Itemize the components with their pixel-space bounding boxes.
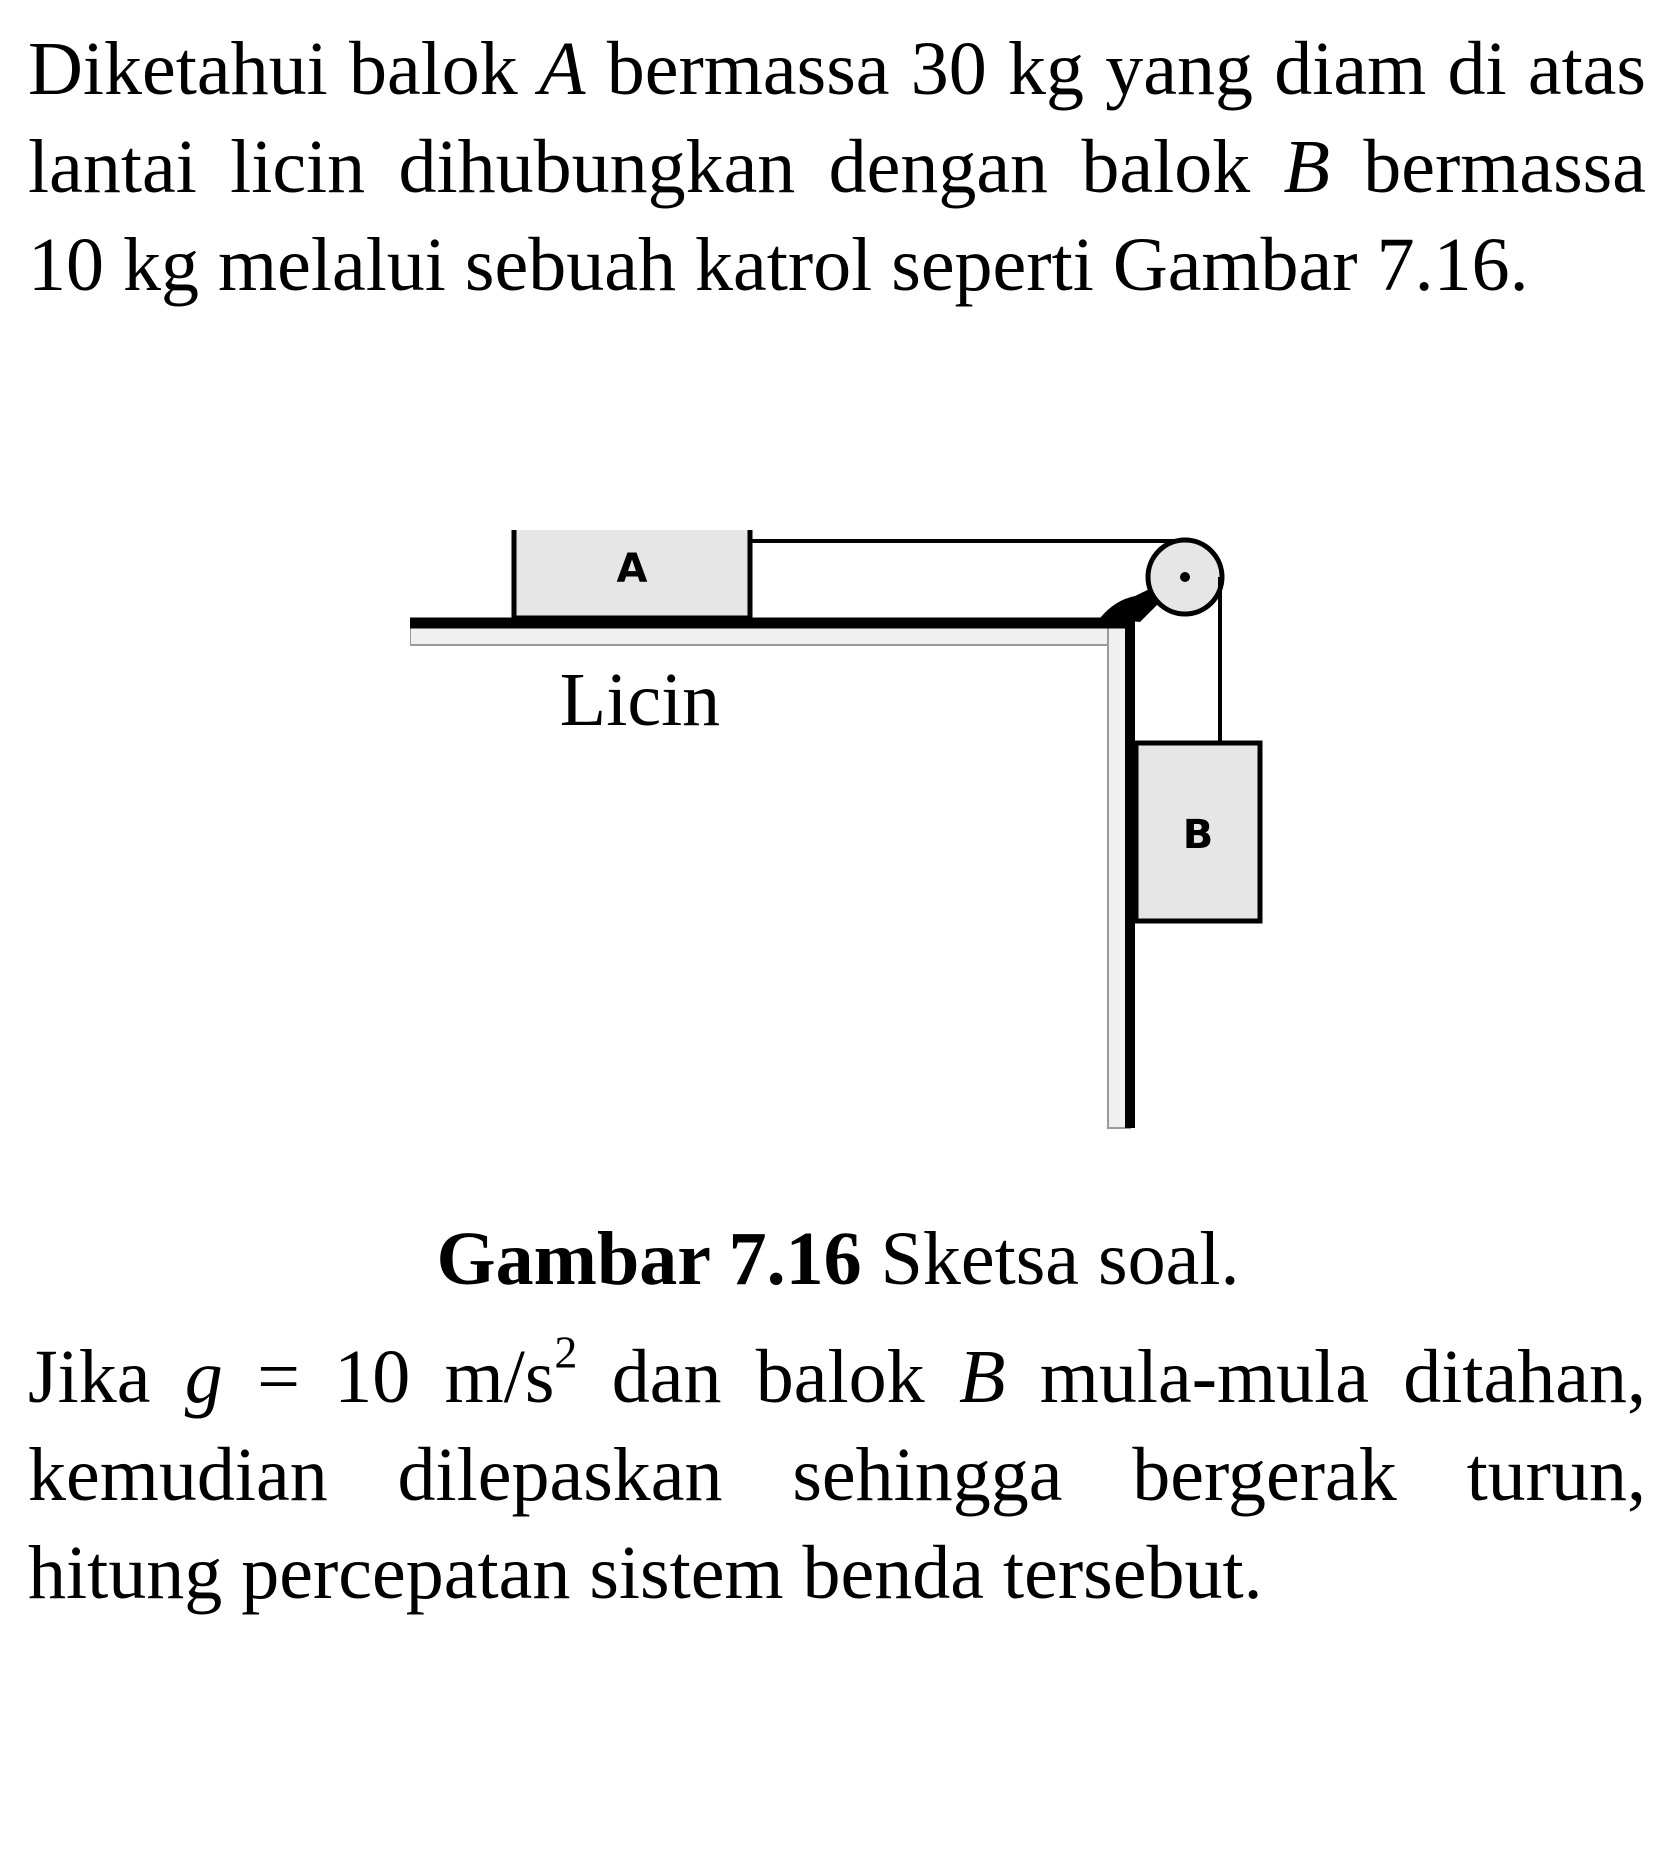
surface-label: Licin xyxy=(559,658,721,742)
pulley-diagram xyxy=(410,530,1270,1180)
caption-label: Gambar 7.16 xyxy=(436,1217,862,1301)
figure-caption xyxy=(0,1210,1676,1308)
problem-intro: Diketahui balok A bermassa 30 kg yang diam di atas lantai licin dihubungkan dengan balok B bermassa 10 kg melalui sebuah katrol seperti Gambar 7.16. xyxy=(28,27,1646,307)
exponent: 2 xyxy=(554,1326,578,1378)
pulley-axle xyxy=(1180,572,1190,582)
caption-text: Sketsa soal. xyxy=(861,1217,1240,1301)
problem-question: Jika g = 10 $m/s^2$ dan balok B mula-mula ditahan, kemudian dilepaskan sehingga bergerak turun, hitung percepatan sistem benda tersebut. xyxy=(28,1326,1646,1615)
variable-g: g xyxy=(184,1335,223,1419)
variable-b: B xyxy=(958,1335,1006,1419)
block-b-label: B xyxy=(1182,812,1214,858)
variable-b: B xyxy=(1283,125,1330,209)
block-a-label: A xyxy=(616,546,648,592)
variable-a: A xyxy=(539,27,586,111)
